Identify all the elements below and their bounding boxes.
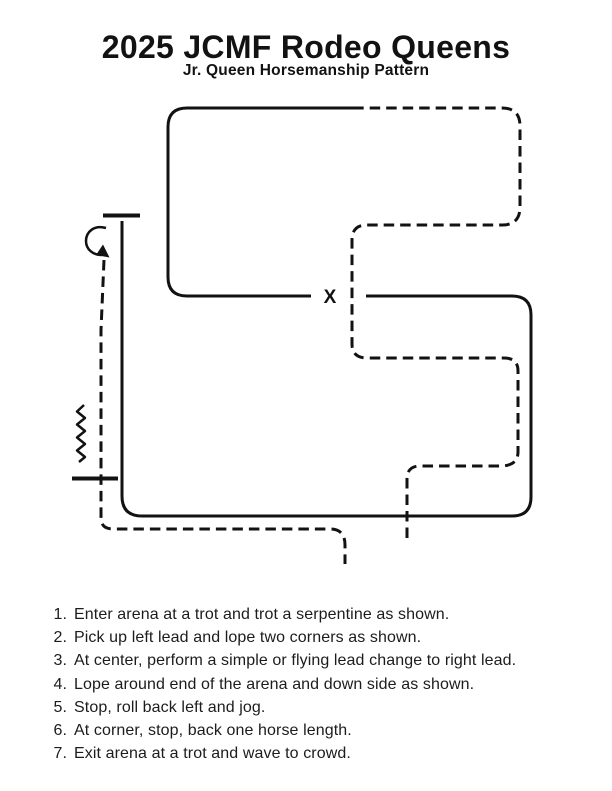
instruction-list [47, 603, 587, 765]
instruction-text: Enter arena at a trot and trot a serpentine as shown. [74, 606, 450, 623]
instruction-number: 1. [53, 606, 67, 623]
instruction-number: 4. [53, 675, 67, 693]
instruction-number: 6. [53, 722, 67, 740]
instruction-item [47, 626, 587, 649]
right-lead-lope-path [122, 221, 531, 516]
instruction-text: At center, perform a simple or flying lead change to right lead. [74, 652, 517, 670]
entry-serpentine-trot-path [352, 108, 520, 538]
instruction-text: Stop, roll back left and jog. [74, 698, 266, 716]
instruction-item [47, 673, 587, 696]
instruction-text: Lope around end of the arena and down side as shown. [74, 675, 475, 693]
center-marker-x: X [323, 287, 337, 308]
page-subtitle: Jr. Queen Horsemanship Pattern [182, 62, 430, 79]
instruction-text: Exit arena at a trot and wave to crowd. [74, 745, 351, 763]
instruction-item [47, 649, 587, 672]
rollback-jog-and-exit-trot-path [101, 260, 345, 564]
instruction-number: 5. [53, 698, 67, 716]
left-lead-lope-path [168, 108, 363, 296]
instruction-number: 3. [53, 652, 67, 670]
instruction-number: 7. [53, 745, 67, 763]
back-up-zigzag [77, 405, 85, 462]
page-title: 2025 JCMF Rodeo Queens [101, 29, 511, 65]
instruction-text: Pick up left lead and lope two corners as shown. [74, 629, 422, 647]
instruction-text: At corner, stop, back one horse length. [74, 722, 352, 740]
instruction-item [47, 742, 587, 765]
instruction-item [47, 696, 587, 719]
instruction-number: 2. [53, 629, 67, 647]
instruction-item [47, 603, 587, 626]
instruction-item [47, 719, 587, 742]
